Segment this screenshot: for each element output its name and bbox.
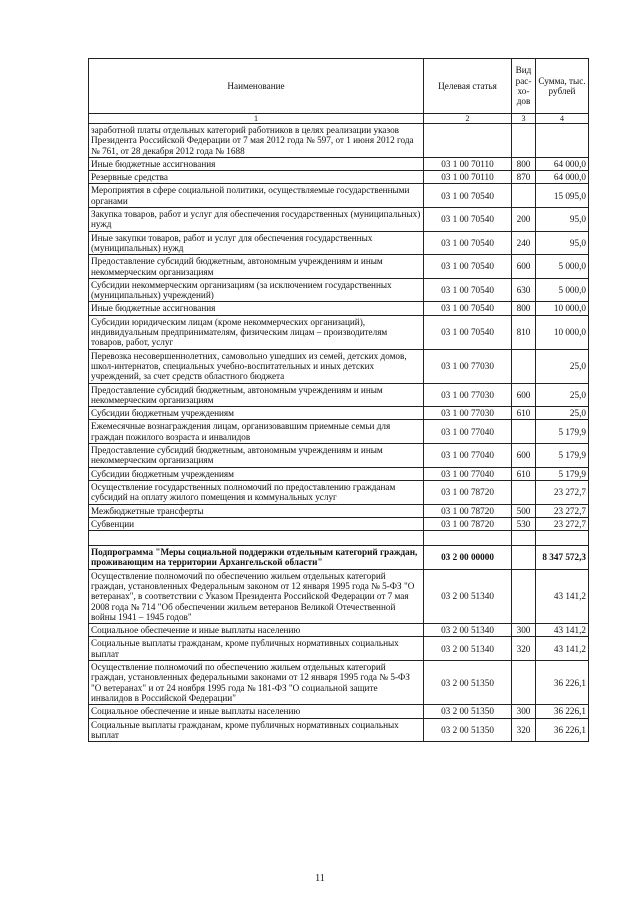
table-row xyxy=(89,231,589,255)
name-cell: Иные бюджетные ассигнования xyxy=(89,302,424,315)
column-number-row xyxy=(89,114,589,124)
vid-cell: 870 xyxy=(512,171,536,184)
name-cell: Социальные выплаты гражданам, кроме публичных нормативных социальных выплат xyxy=(89,637,424,661)
sum-cell: 5 000,0 xyxy=(536,255,589,279)
vid-cell: 800 xyxy=(512,302,536,315)
sum-cell: 25,0 xyxy=(536,407,589,420)
header-code: Целевая статья xyxy=(424,59,512,114)
table-row xyxy=(89,661,589,705)
sum-cell: 23 272,7 xyxy=(536,480,589,504)
code-cell: 03 1 00 70110 xyxy=(424,171,512,184)
sum-cell: 23 272,7 xyxy=(536,504,589,517)
sum-cell: 5 179,9 xyxy=(536,420,589,444)
vid-cell xyxy=(512,420,536,444)
sum-cell: 8 347 572,3 xyxy=(536,546,589,570)
page-number: 11 xyxy=(315,873,325,884)
code-cell: 03 1 00 70540 xyxy=(424,315,512,349)
sum-cell: 36 226,1 xyxy=(536,705,589,718)
name-cell: Межбюджетные трансферты xyxy=(89,504,424,517)
name-cell: Предоставление субсидий бюджетным, автономным учреждениям и иным некоммерческим организациям xyxy=(89,444,424,468)
vid-cell: 810 xyxy=(512,315,536,349)
table-row xyxy=(89,278,589,302)
name-cell: заработной платы отдельных категорий работников в целях реализации указов Президента Российской Федерации от 7 мая 2012 года № 597, от 1 июня 2012 года № 761, от 28 декабря 2012 года № 1688 xyxy=(89,124,424,158)
code-cell: 03 1 00 77030 xyxy=(424,383,512,407)
vid-cell: 800 xyxy=(512,157,536,170)
table-row xyxy=(89,624,589,637)
table-row xyxy=(89,637,589,661)
table-row xyxy=(89,383,589,407)
sum-cell: 25,0 xyxy=(536,349,589,383)
code-cell: 03 2 00 51350 xyxy=(424,661,512,705)
vid-cell: 600 xyxy=(512,444,536,468)
code-cell: 03 2 00 51350 xyxy=(424,718,512,742)
table-row xyxy=(89,349,589,383)
vid-cell: 600 xyxy=(512,383,536,407)
vid-cell: 300 xyxy=(512,705,536,718)
table-row xyxy=(89,184,589,208)
column-number: 2 xyxy=(424,114,512,124)
vid-cell: 630 xyxy=(512,278,536,302)
name-cell: Социальное обеспечение и иные выплаты населению xyxy=(89,705,424,718)
sum-cell: 64 000,0 xyxy=(536,157,589,170)
sum-cell xyxy=(536,124,589,158)
sum-cell: 5 179,9 xyxy=(536,444,589,468)
table-body xyxy=(89,124,589,742)
name-cell: Субсидии юридическим лицам (кроме некоммерческих организаций), индивидуальным предпринимателям, физическим лицам – производителям товаров, работ, услуг xyxy=(89,315,424,349)
name-cell xyxy=(89,531,424,546)
table-row xyxy=(89,467,589,480)
code-cell: 03 2 00 51350 xyxy=(424,705,512,718)
code-cell: 03 1 00 77040 xyxy=(424,467,512,480)
vid-cell: 530 xyxy=(512,517,536,530)
table-header xyxy=(89,59,589,114)
sum-cell: 36 226,1 xyxy=(536,718,589,742)
table-row xyxy=(89,546,589,570)
sum-cell: 43 141,2 xyxy=(536,569,589,623)
vid-cell xyxy=(512,184,536,208)
name-cell: Предоставление субсидий бюджетным, автономным учреждениям и иным некоммерческим организациям xyxy=(89,383,424,407)
sum-cell: 10 000,0 xyxy=(536,315,589,349)
code-cell xyxy=(424,531,512,546)
sum-cell: 95,0 xyxy=(536,208,589,232)
budget-table xyxy=(88,58,589,742)
table-row xyxy=(89,504,589,517)
name-cell: Субсидии некоммерческим организациям (за исключением государственных (муниципальных) учреждений) xyxy=(89,278,424,302)
table-row xyxy=(89,157,589,170)
name-cell: Социальное обеспечение и иные выплаты населению xyxy=(89,624,424,637)
name-cell: Предоставление субсидий бюджетным, автономным учреждениям и иным некоммерческим организациям xyxy=(89,255,424,279)
code-cell: 03 2 00 51340 xyxy=(424,569,512,623)
code-cell: 03 1 00 70540 xyxy=(424,278,512,302)
sum-cell: 5 179,9 xyxy=(536,467,589,480)
table-row xyxy=(89,718,589,742)
table-row xyxy=(89,124,589,158)
sum-cell: 15 095,0 xyxy=(536,184,589,208)
sum-cell: 43 141,2 xyxy=(536,637,589,661)
table-row xyxy=(89,302,589,315)
name-cell: Ежемесячные вознаграждения лицам, организовавшим приемные семьи для граждан пожилого возраста и инвалидов xyxy=(89,420,424,444)
code-cell: 03 1 00 77040 xyxy=(424,444,512,468)
vid-cell xyxy=(512,531,536,546)
sum-cell: 36 226,1 xyxy=(536,661,589,705)
code-cell: 03 1 00 70110 xyxy=(424,157,512,170)
name-cell: Иные закупки товаров, работ и услуг для обеспечения государственных (муниципальных) нужд xyxy=(89,231,424,255)
code-cell: 03 1 00 78720 xyxy=(424,504,512,517)
vid-cell: 300 xyxy=(512,624,536,637)
vid-cell: 320 xyxy=(512,718,536,742)
vid-cell: 320 xyxy=(512,637,536,661)
vid-cell xyxy=(512,349,536,383)
table-row xyxy=(89,420,589,444)
vid-cell xyxy=(512,546,536,570)
name-cell: Закупка товаров, работ и услуг для обеспечения государственных (муниципальных) нужд xyxy=(89,208,424,232)
sum-cell: 95,0 xyxy=(536,231,589,255)
header-sum: Сумма, тыс. рублей xyxy=(536,59,589,114)
name-cell: Социальные выплаты гражданам, кроме публичных нормативных социальных выплат xyxy=(89,718,424,742)
code-cell: 03 1 00 70540 xyxy=(424,184,512,208)
header-name: Наименование xyxy=(89,59,424,114)
vid-cell: 200 xyxy=(512,208,536,232)
name-cell: Мероприятия в сфере социальной политики, осуществляемые государственными органами xyxy=(89,184,424,208)
code-cell: 03 1 00 77040 xyxy=(424,420,512,444)
vid-cell: 610 xyxy=(512,407,536,420)
table-row xyxy=(89,480,589,504)
vid-cell xyxy=(512,124,536,158)
sum-cell: 23 272,7 xyxy=(536,517,589,530)
sum-cell: 10 000,0 xyxy=(536,302,589,315)
table-row xyxy=(89,569,589,623)
name-cell: Резервные средства xyxy=(89,171,424,184)
sum-cell xyxy=(536,531,589,546)
name-cell: Подпрограмма "Меры социальной поддержки отдельным категорий граждан, проживающим на территории Архангельской области" xyxy=(89,546,424,570)
code-cell xyxy=(424,124,512,158)
header-vid: Вид рас-хо-дов xyxy=(512,59,536,114)
name-cell: Осуществление полномочий по обеспечению жильем отдельных категорий граждан, установленных федеральными законами от 12 января 1995 года № 5-ФЗ "О ветеранах" и от 24 ноября 1995 года № 181-ФЗ "О социальной защите инвалидов в Российской Федерации" xyxy=(89,661,424,705)
table-row xyxy=(89,407,589,420)
name-cell: Субсидии бюджетным учреждениям xyxy=(89,467,424,480)
table-row xyxy=(89,208,589,232)
sum-cell: 43 141,2 xyxy=(536,624,589,637)
code-cell: 03 1 00 70540 xyxy=(424,208,512,232)
code-cell: 03 2 00 00000 xyxy=(424,546,512,570)
column-number: 4 xyxy=(536,114,589,124)
table-row xyxy=(89,517,589,530)
code-cell: 03 1 00 70540 xyxy=(424,302,512,315)
sum-cell: 25,0 xyxy=(536,383,589,407)
table-row xyxy=(89,315,589,349)
name-cell: Перевозка несовершеннолетних, самовольно ушедших из семей, детских домов, школ-интернатов, специальных учебно-воспитательных и иных детских учреждений, за счет средств областного бюджета xyxy=(89,349,424,383)
code-cell: 03 1 00 77030 xyxy=(424,349,512,383)
sum-cell: 5 000,0 xyxy=(536,278,589,302)
vid-cell: 600 xyxy=(512,255,536,279)
code-cell: 03 1 00 70540 xyxy=(424,255,512,279)
name-cell: Осуществление государственных полномочий по предоставлению гражданам субсидий на оплату жилого помещения и коммунальных услуг xyxy=(89,480,424,504)
name-cell: Субвенции xyxy=(89,517,424,530)
name-cell: Иные бюджетные ассигнования xyxy=(89,157,424,170)
name-cell: Осуществление полномочий по обеспечению жильем отдельных категорий граждан, установленных Федеральным законом от 12 января 1995 года № 5-ФЗ "О ветеранах", в соответствии с Указом Президента Российской Федерации от 7 мая 2008 года № 714 "Об обеспечении жильем ветеранов Великой Отечественной войны 1941 – 1945 годов" xyxy=(89,569,424,623)
code-cell: 03 2 00 51340 xyxy=(424,637,512,661)
code-cell: 03 1 00 78720 xyxy=(424,480,512,504)
table-row xyxy=(89,705,589,718)
code-cell: 03 1 00 78720 xyxy=(424,517,512,530)
code-cell: 03 1 00 70540 xyxy=(424,231,512,255)
vid-cell: 610 xyxy=(512,467,536,480)
vid-cell xyxy=(512,569,536,623)
table-row xyxy=(89,444,589,468)
vid-cell: 500 xyxy=(512,504,536,517)
name-cell: Субсидии бюджетным учреждениям xyxy=(89,407,424,420)
vid-cell: 240 xyxy=(512,231,536,255)
code-cell: 03 1 00 77030 xyxy=(424,407,512,420)
code-cell: 03 2 00 51340 xyxy=(424,624,512,637)
column-number: 1 xyxy=(89,114,424,124)
column-number: 3 xyxy=(512,114,536,124)
vid-cell xyxy=(512,661,536,705)
table-row xyxy=(89,171,589,184)
vid-cell xyxy=(512,480,536,504)
table-row xyxy=(89,531,589,546)
sum-cell: 64 000,0 xyxy=(536,171,589,184)
table-row xyxy=(89,255,589,279)
